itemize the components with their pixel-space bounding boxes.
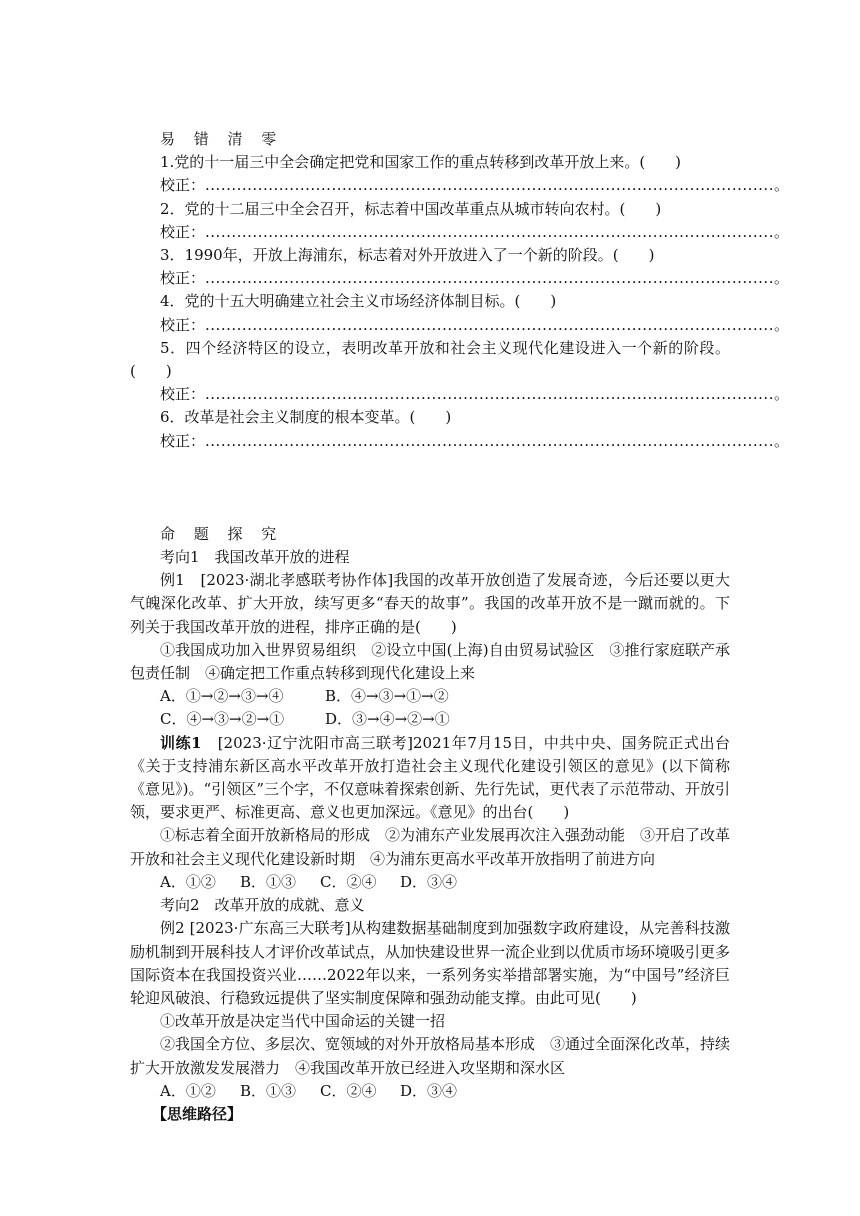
example-2-statement-1: ①改革开放是决定当代中国命运的关键一招 [160,1012,446,1031]
correction-dots: ............................................................................................................。 [205,222,790,241]
example-2-stem: 例2 [2023·广东高三大联考]从构建数据基础制度到加强数字政府建设，从完善科技激励机制到开展科技人才评价改革试点，从加快建设世界一流企业到以优质市场环境吸引更多国际资本在我国投资兴业……2022年以来，一系列务实举措部署实施，为“中国号”经济巨轮迎风破浪、行稳致远提供了坚实制度保障和强劲动能支撑。由此可见( ) [130,919,731,1007]
training-1-stem [130,732,730,825]
training-label: 训练1 [160,733,202,752]
question-3: 3．1990年，开放上海浦东，标志着对外开放进入了一个新的阶段。( ) [160,246,655,265]
document-page [130,128,790,1126]
correction-line-6 [130,430,790,453]
option-c: C．②④ [320,872,377,891]
example-1-options-row-2 [130,708,730,731]
question-5: 5．四个经济特区的设立，表明改革开放和社会主义现代化建设进入一个新的阶段。( ) [130,338,730,381]
correction-dots: ............................................................................................................。 [205,176,790,195]
option-c: C．②④ [320,1081,377,1100]
option-b: B．①③ [240,872,297,891]
correction-line-1 [130,174,790,197]
section-gap [130,453,730,523]
example-2-options [130,1080,730,1103]
option-b: B．④→③→①→② [325,687,449,706]
example-1-options-row-1 [130,685,730,708]
example-1-stem: 例1 [2023·湖北孝感联考协作体]我国的改革开放创造了发展奇迹，今后还要以更大气魄深化改革、扩大开放，续写更多“春天的故事”。我国的改革开放不是一蹴而就的。下列关于我国改革开放的进程，排序正确的是( ) [130,571,730,636]
correction-label: 校正： [160,431,206,450]
correction-dots: ............................................................................................................。 [205,269,790,288]
training-1-options [130,871,730,894]
correction-line-5 [130,383,790,406]
correction-label: 校正： [160,222,206,241]
correction-label: 校正： [160,176,206,195]
correction-dots: ............................................................................................................。 [205,385,790,404]
training-1-text: [2023·辽宁沈阳市高三联考]2021年7月15日，中共中央、国务院正式出台《关于支持浦东新区高水平改革开放打造社会主义现代化建设引领区的意见》(以下简称《意见》)。“引领区”三个字，不仅意味着探索创新、先行先试，更代表了示范带动、开放引领，要求更严、标准更高、意义也更加深远。《意见》的出台( ) [130,733,731,822]
option-a: A．①② [160,1081,216,1100]
option-a: A．①② [160,872,216,891]
section-heading-exploration: 命 题 探 究 [160,524,284,543]
question-2: 2．党的十二届三中全会召开，标志着中国改革重点从城市转向农村。( ) [160,199,662,218]
option-d: D．③④ [400,872,458,891]
option-d: D．③④ [400,1081,458,1100]
correction-dots: ............................................................................................................。 [205,315,790,334]
correction-dots: ............................................................................................................。 [205,431,790,450]
option-c: C．④→③→②→① [160,710,285,729]
direction-1-title: 考向1 我国改革开放的进程 [160,548,350,567]
section-heading-mistakes: 易 错 清 零 [160,130,284,148]
correction-line-3 [130,267,790,290]
thinking-path-heading: 【思维路径】 [152,1104,243,1123]
direction-2-title: 考向2 改革开放的成就、意义 [160,896,365,915]
correction-line-2 [130,221,790,244]
training-1-statements: ①标志着全面开放新格局的形成 ②为浦东产业发展再次注入强劲动能 ③开启了改革开放和社会主义现代化建设新时期 ④为浦东更高水平改革开放指明了前进方向 [130,826,731,868]
question-6: 6．改革是社会主义制度的根本变革。( ) [160,408,452,427]
option-a: A．①→②→③→④ [160,687,284,706]
question-1: 1.党的十一届三中全会确定把党和国家工作的重点转移到改革开放上来。( ) [160,153,682,172]
correction-label: 校正： [160,315,206,334]
question-4: 4．党的十五大明确建立社会主义市场经济体制目标。( ) [160,292,557,311]
correction-line-4 [130,314,790,337]
option-d: D．③→④→②→① [325,710,450,729]
example-2-statements: ②我国全方位、多层次、宽领域的对外开放格局基本形成 ③通过全面深化改革，持续扩大开放激发发展潜力 ④我国改革开放已经进入攻坚期和深水区 [130,1035,731,1077]
example-1-statements: ①我国成功加入世界贸易组织 ②设立中国(上海)自由贸易试验区 ③推行家庭联产承包责任制 ④确定把工作重点转移到现代化建设上来 [130,640,730,683]
correction-label: 校正： [160,385,206,404]
option-b: B．①③ [240,1081,297,1100]
correction-label: 校正： [160,269,206,288]
